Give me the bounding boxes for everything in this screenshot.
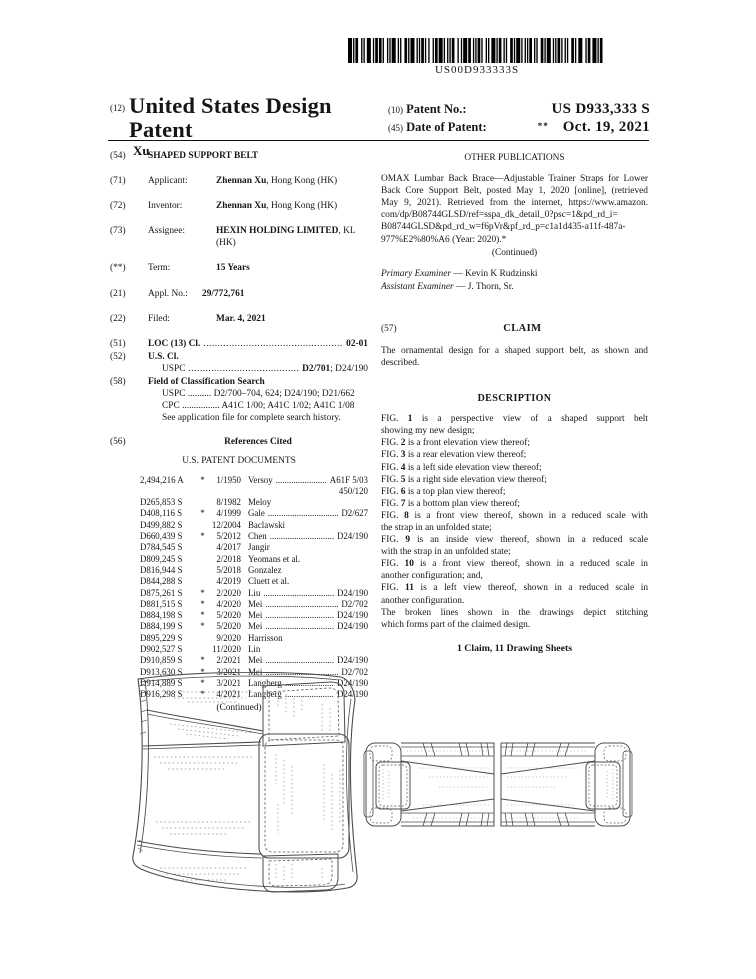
description-line: FIG. 10 is a front view thereof, shown in a reduced scale in — [381, 559, 648, 570]
reference-row: D784,545 S 4/2017 Jangir — [140, 542, 270, 553]
barcode — [348, 38, 606, 76]
description-line: FIG. 4 is a left side elevation view thereof; — [381, 462, 542, 473]
description-line: FIG. 11 is a left view thereof, shown in a reduced scale in — [381, 583, 649, 594]
field-21-appl-no: (21) Appl. No.: 29/772,761 — [110, 288, 245, 299]
claim-field-number: (57) — [381, 323, 397, 334]
dot-leader — [265, 610, 334, 621]
publication-line: com/dp/B08744GLSD/ref=sspa_dk_detail_0?psc=1&pd_rd_i= — [381, 210, 618, 221]
field-51-loc: (51) LOC (13) Cl. ..... 02-01 — [110, 338, 368, 350]
dot-leader — [188, 363, 299, 375]
double-asterisk-note: ** — [537, 121, 549, 131]
description-line: The broken lines shown in the drawings depict stitching — [381, 607, 648, 618]
claim-text: The ornamental design for a shaped support belt, as shown and described. — [381, 345, 648, 368]
dot-leader — [268, 508, 339, 519]
field-term: (**) Term: 15 Years — [110, 263, 250, 274]
claims-sheets-note: 1 Claim, 11 Drawing Sheets — [456, 642, 573, 654]
description-line: which forms part of the claimed design. — [381, 619, 531, 630]
field-52-us-cl: (52) U.S. Cl. USPC ..... D2/701; D24/190 — [110, 351, 368, 375]
claim-heading-row — [381, 323, 648, 335]
kind-code: (12) — [110, 103, 125, 113]
publications-continued: (Continued) — [491, 247, 538, 258]
description-line: FIG. 3 is a rear elevation view thereof; — [381, 450, 527, 461]
reference-row: D884,199 S * 5/2020 Mei ..... D24/190 — [140, 621, 368, 632]
primary-examiner: Primary Examiner — Kevin K Rudzinski — [381, 268, 538, 279]
dot-leader — [203, 338, 343, 350]
field-71-applicant: (71) Applicant: Zhennan Xu, Hong Kong (HK) — [110, 176, 338, 187]
left-column — [110, 150, 368, 714]
description-line: with the strap in an unfolded state; — [381, 547, 511, 558]
reference-row: D914,889 S * 3/2021 Langberg ..... D24/190 — [140, 678, 368, 689]
dot-leader — [265, 621, 334, 632]
description-line: FIG. 7 is a bottom plan view thereof; — [381, 498, 521, 509]
dot-leader — [265, 655, 334, 666]
description-heading: DESCRIPTION — [477, 393, 552, 405]
reference-row: 2,494,216 A * 1/1950 Versoy ..... A61F 5/03 — [140, 475, 368, 486]
description-line: another configuration; and, — [381, 571, 483, 582]
barcode-text: US00D933333S — [434, 64, 520, 76]
description-line: FIG. 9 is an inside view thereof, shown in a reduced scale — [381, 535, 648, 546]
reference-row: D875,261 S * 2/2020 Liu ..... D24/190 — [140, 588, 368, 599]
reference-row: D884,198 S * 5/2020 Mei ..... D24/190 — [140, 610, 368, 621]
description-line: FIG. 8 is a front view thereof, shown in a reduced scale with — [381, 510, 648, 521]
description-line: FIG. 6 is a top plan view thereof; — [381, 486, 506, 497]
reference-row: D910,859 S * 2/2021 Mei ..... D24/190 — [140, 655, 368, 666]
patent-date: ** Oct. 19, 2021 — [537, 119, 650, 135]
publication-line: 977%E2%80%A6 (Year: 2020).* — [381, 234, 507, 245]
reference-row: D895,229 S 9/2020 Harrisson — [140, 632, 283, 643]
other-publications-text — [381, 173, 648, 246]
dot-leader — [265, 599, 338, 610]
field-58-search: (58) Field of Classification Search USPC .......... D2/700–704, 624; D24/190; D21/662 CPC ................ A41C 1/00; A41C 1/02; A41C 1/08 See application file for complete search history. — [110, 377, 355, 424]
publication-line: May 9, 2021). Retrieved from the internet, https://www.amazon. — [381, 198, 648, 209]
claim-heading: CLAIM — [503, 322, 542, 334]
patent-no-label: (10) Patent No.: — [388, 102, 467, 116]
publication-line: OMAX Lumbar Back Brace—Adjustable Trainer Straps for Lower — [381, 174, 648, 185]
header-right — [388, 94, 650, 159]
reference-row: D265,853 S 8/1982 Meloy — [140, 497, 272, 508]
dot-leader — [263, 588, 334, 599]
reference-row: D660,439 S * 5/2012 Chen ..... D24/190 — [140, 531, 368, 542]
reference-row: D408,116 S * 4/1999 Gale ..... D2/627 — [140, 508, 368, 519]
description-line: FIG. 1 is a perspective view of a shaped support belt — [381, 414, 649, 425]
reference-row: D881,515 S * 4/2020 Mei ..... D2/702 — [140, 599, 368, 610]
references-cited-heading: References Cited — [224, 437, 292, 448]
references-table — [110, 475, 368, 701]
field-54-title: (54) SHAPED SUPPORT BELT — [110, 151, 259, 161]
field-73-assignee: (73) Assignee: HEXIN HOLDING LIMITED, KL (HK) — [110, 226, 356, 249]
barcode-image — [348, 38, 606, 63]
reference-row: D902,527 S 11/2020 Lin — [140, 644, 261, 655]
reference-row: D499,882 S 12/2004 Baclawski — [140, 519, 285, 530]
reference-row: D913,630 S * 3/2021 Mei ..... D2/702 — [140, 667, 368, 678]
unfolded-view-drawing — [363, 735, 633, 835]
inventor-surname: Xu — [133, 143, 150, 158]
description-line: FIG. 2 is a front elevation view thereof; — [381, 438, 530, 449]
reference-row: D809,245 S 2/2018 Yeomans et al. — [140, 553, 301, 564]
patent-number: US D933,333 S — [551, 101, 650, 117]
us-patent-documents-heading: U.S. PATENT DOCUMENTS — [182, 455, 296, 466]
publication-line: B08744GLSD&pd_rd_w=f6pVr&pf_rd_p=c1a1d435-a11f-487a- — [381, 222, 626, 233]
description-text — [381, 413, 648, 631]
reference-row: D916,298 S * 4/2021 Langberg ..... D24/190 — [140, 689, 368, 700]
field-72-inventor: (72) Inventor: Zhennan Xu, Hong Kong (HK) — [110, 201, 338, 212]
examiners-block — [381, 268, 648, 294]
perspective-view-drawing — [126, 672, 368, 902]
description-line: the strap in an unfolded state; — [381, 522, 492, 533]
dot-leader — [270, 531, 334, 542]
reference-row-continuation: 450/120 — [338, 485, 368, 496]
field-56-references: (56) References Cited — [110, 437, 292, 448]
description-line: showing my new design; — [381, 426, 475, 437]
assistant-examiner: Assistant Examiner — J. Thorn, Sr. — [381, 281, 514, 292]
right-column — [381, 152, 648, 655]
date-label: (45) Date of Patent: — [388, 120, 487, 134]
header-rule — [108, 140, 649, 141]
reference-row: D816,944 S 5/2018 Gonzalez — [140, 564, 282, 575]
field-22-filed: (22) Filed: Mar. 4, 2021 — [110, 313, 266, 324]
publication-line: Back Core Support Belt, posted May 1, 2020 [online], (retrieved — [381, 186, 648, 197]
invention-title: SHAPED SUPPORT BELT — [148, 151, 259, 161]
description-line: FIG. 5 is a right side elevation view thereof; — [381, 474, 547, 485]
description-line: another configuration. — [381, 595, 465, 606]
dot-leader — [276, 475, 327, 486]
document-title: United States Design Patent — [129, 93, 332, 142]
references-continued: (Continued) — [216, 702, 262, 713]
other-publications-heading: OTHER PUBLICATIONS — [464, 153, 565, 163]
reference-row: D844,288 S 4/2019 Cluett et al. — [140, 576, 290, 587]
